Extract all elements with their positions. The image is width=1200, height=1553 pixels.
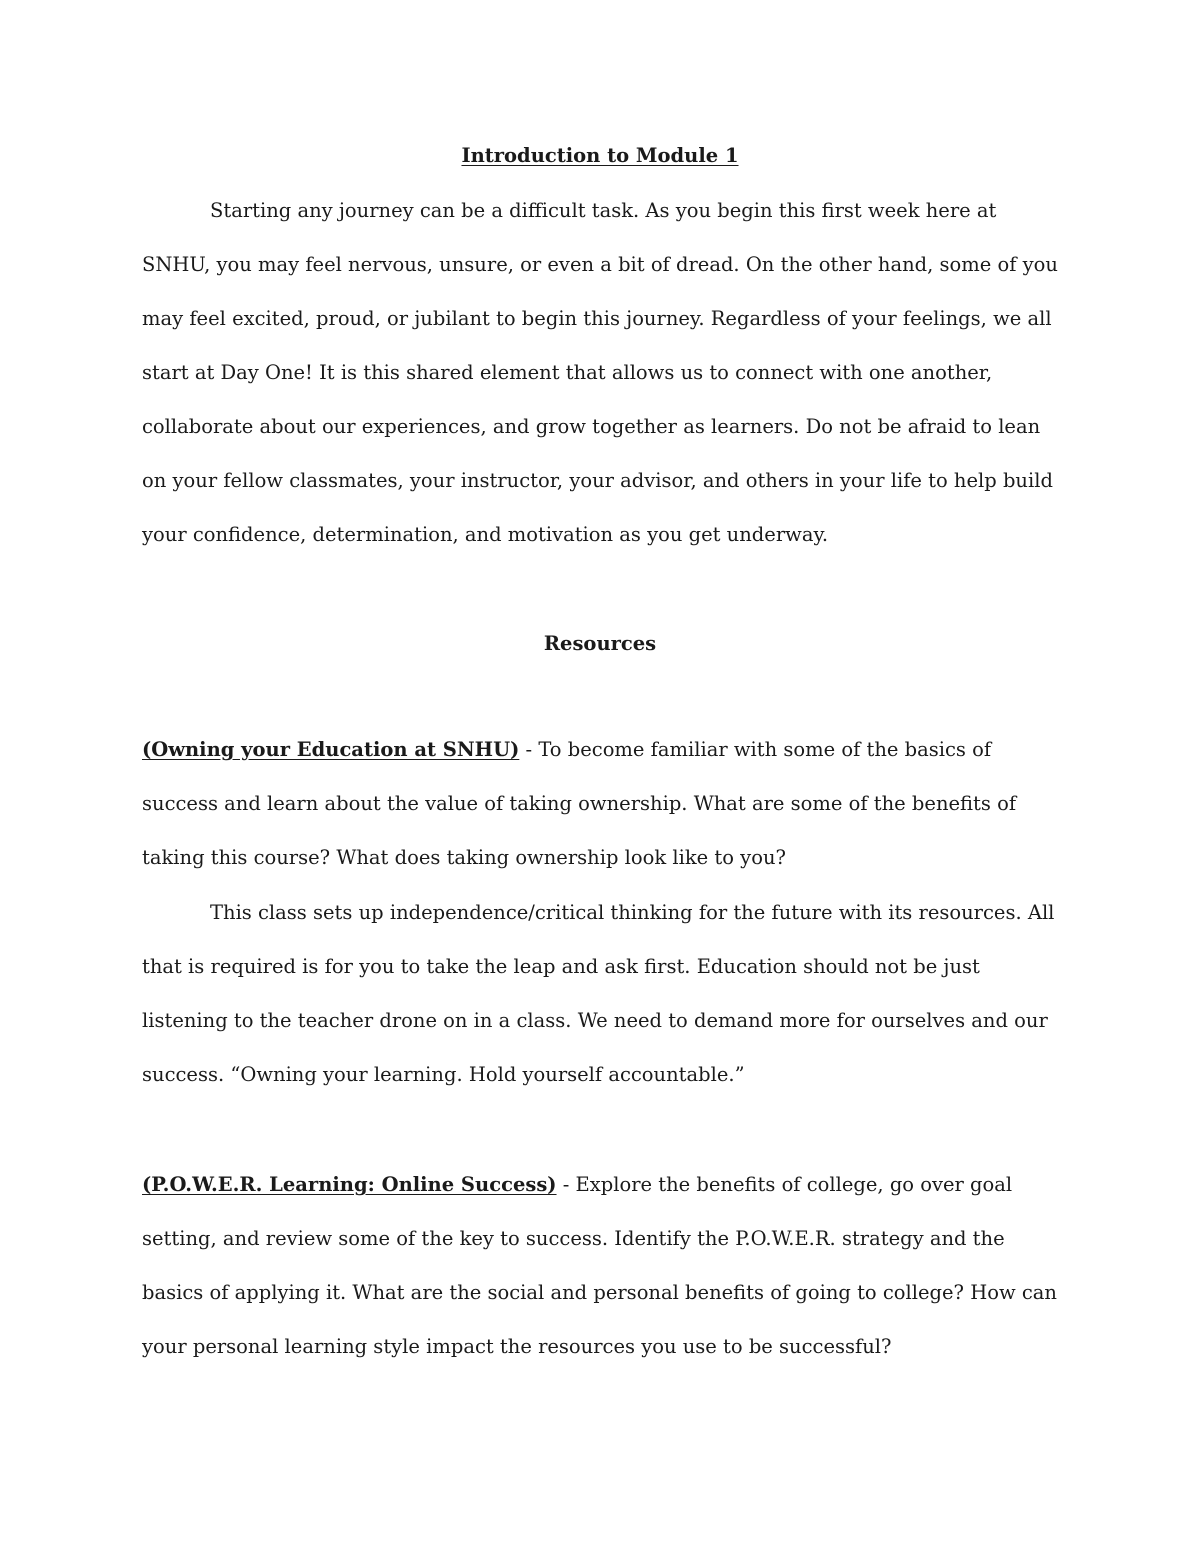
resource-description: - Explore the benefits of college, go over goal setting, and review some of the key to success. Identify the P.O.W.E.R. strategy and the basics of applying it. What are the social and personal benefits of going to college? How can your personal learning style impact the resources you use to be successful? [142, 1173, 1057, 1358]
resource-description: - To become familiar with some of the basics of success and learn about the value of taking ownership. What are some of the benefits of taking this course? What does taking ownership look like to you? [142, 738, 1017, 869]
intro-paragraph: Starting any journey can be a difficult task. As you begin this first week here at SNHU, you may feel nervous, unsure, or even a bit of dread. On the other hand, some of you may feel excited, proud, or jubilant to begin this journey. Regardless of your feelings, we all start at Day One! It is this shared element that allows us to connect with one another, collaborate about our experiences, and grow together as learners. Do not be afraid to lean on your fellow classmates, your instructor, your advisor, and others in your life to help build your confidence, determination, and motivation as you get underway. [142, 199, 1058, 546]
page-title: Introduction to Module 1 [461, 144, 739, 167]
resource-item-power-learning [142, 1158, 1062, 1374]
resources-heading: Resources [543, 632, 657, 655]
resource-response-paragraph: This class sets up independence/critical thinking for the future with its resources. All that is required is for you to take the leap and ask first. Education should not be just listening to the teacher drone on in a class. We need to demand more for ourselves and our success. “Owning your learning. Hold yourself accountable.” [142, 901, 1055, 1086]
resource-title: (P.O.W.E.R. Learning: Online Success) [142, 1173, 557, 1196]
resource-item-owning-education [142, 723, 1062, 885]
resource-title: (Owning your Education at SNHU) [142, 738, 520, 761]
